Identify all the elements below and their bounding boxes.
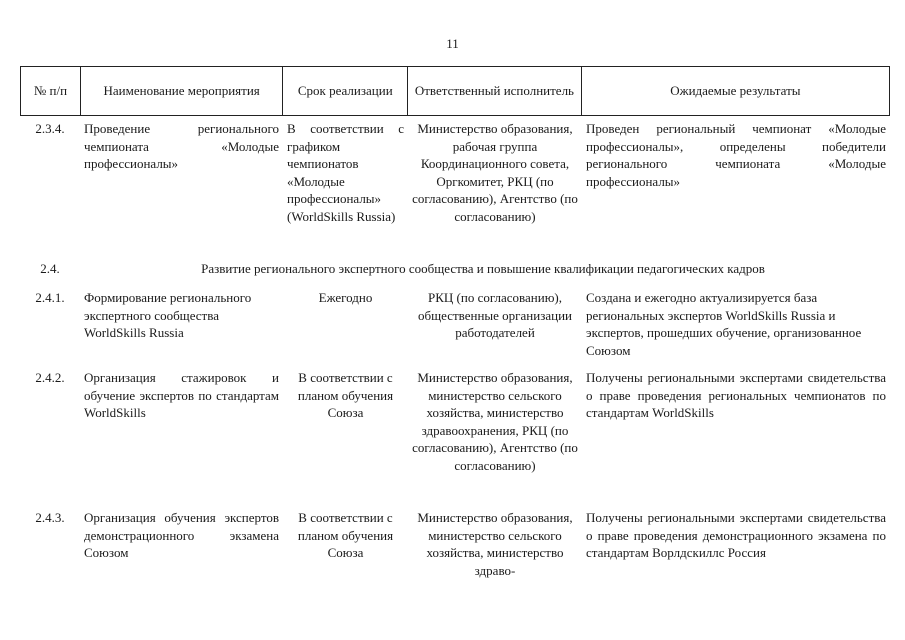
table-row	[20, 369, 890, 474]
row-term: В соответствии с планом обучения Союза	[297, 510, 394, 560]
row-term: Ежегодно	[318, 290, 373, 305]
row-term: В соответствии с планом обучения Союза	[297, 370, 394, 420]
row-name: Организация стажировок и обучение экспертов по стандартам WorldSkills	[84, 370, 279, 420]
row-responsible: Министерство образования, министерство сельского хозяйства, министерство здравоохранения, РКЦ (по согласованию), Агентство (по согласованию)	[412, 370, 578, 473]
row-responsible: РКЦ (по согласованию), общественные организации работодателей	[418, 290, 572, 340]
row-num: 2.4.1.	[35, 290, 65, 305]
table-row	[20, 120, 890, 225]
row-name: Организация обучения экспертов демонстрационного экзамена Союзом	[84, 510, 279, 560]
table-header	[20, 66, 890, 116]
table-row	[20, 509, 890, 579]
section-title: Развитие регионального экспертного сообщества и повышение квалификации педагогических кадров	[201, 261, 765, 276]
row-num: 2.3.4.	[35, 121, 65, 136]
row-results: Получены региональными экспертами свидетельства о праве проведения региональных чемпионатов по стандартам WorldSkills	[586, 370, 886, 420]
row-term: В соответствии с графиком чемпионатов «Молодые профессионалы» (WorldSkills Russia)	[287, 121, 404, 224]
row-name: Проведение регионального чемпионата «Молодые профессионалы»	[84, 121, 279, 171]
row-num: 2.4.2.	[35, 370, 65, 385]
header-term: Срок реализации	[283, 67, 408, 115]
row-results: Создана и ежегодно актуализируется база региональных экспертов WorldSkills Russia и экспертов, прошедших обучение, организованное Союзом	[586, 290, 862, 358]
row-results: Проведен региональный чемпионат «Молодые профессионалы», определены победители регионального чемпионата «Молодые профессионалы»	[586, 121, 886, 189]
row-name: Формирование регионального экспертного сообщества WorldSkills Russia	[84, 290, 252, 340]
header-num: № п/п	[21, 67, 81, 115]
page-number: 11	[446, 36, 459, 51]
row-responsible: Министерство образования, рабочая группа Координационного совета, Оргкомитет, РКЦ (по согласованию), Агентство (по согласованию)	[412, 121, 578, 224]
section-heading	[20, 261, 890, 277]
header-responsible: Ответственный исполнитель	[408, 67, 582, 115]
row-results: Получены региональными экспертами свидетельства о праве проведения демонстрационного экзамена по стандартам Ворлдскиллс Россия	[586, 510, 886, 560]
table-row	[20, 289, 890, 359]
row-num: 2.4.3.	[35, 510, 65, 525]
header-name: Наименование мероприятия	[81, 67, 284, 115]
section-num: 2.4.	[40, 261, 60, 276]
row-responsible: Министерство образования, министерство сельского хозяйства, министерство здраво-	[417, 510, 573, 578]
header-results: Ожидаемые результаты	[670, 82, 801, 98]
